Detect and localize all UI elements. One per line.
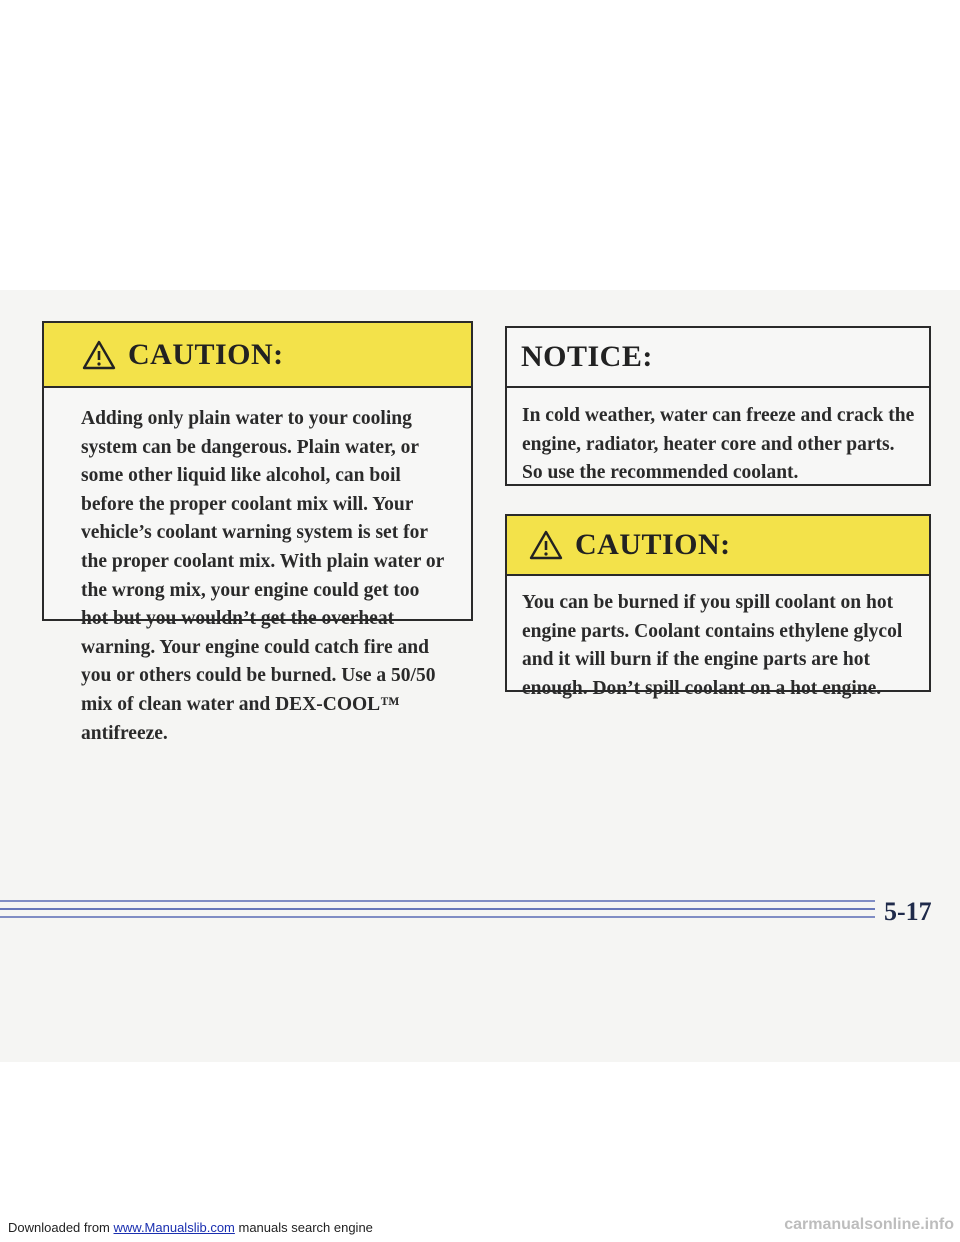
footer-suffix: manuals search engine: [234, 1220, 373, 1235]
watermark-logo: carmanualsonline.info: [784, 1216, 954, 1233]
caution-text: Adding only plain water to your cooling system can be dangerous. Plain water, or some other liquid like alcohol, can boil before the proper coolant mix will. Your vehicle’s coolant warning system is set for the proper coolant mix. With plain water or the wrong mix, your engine could get too hot but you wouldn’t get the overheat warning. Your engine could catch fire and you or others could be burned. Use a 50/50 mix of clean water and DEX-COOL™ antifreeze.: [81, 408, 444, 744]
footer-prefix: Downloaded from: [8, 1220, 114, 1235]
manualslib-link[interactable]: www.Manualslib.com: [113, 1220, 235, 1235]
caution-header: [44, 323, 471, 388]
footer-rules: [0, 895, 880, 925]
notice-text: In cold weather, water can freeze and crack the engine, radiator, heater core and other parts. So use the recommended coolant.: [522, 405, 915, 484]
caution-box-spill-coolant: [505, 514, 931, 699]
download-footer: [8, 1220, 373, 1235]
notice-title: NOTICE:: [521, 340, 653, 373]
caution-title: CAUTION:: [575, 528, 731, 561]
caution-header: [507, 516, 929, 576]
caution-box-coolant-water: [42, 321, 473, 744]
warning-triangle-icon: [82, 340, 116, 370]
caution-text: You can be burned if you spill coolant on hot engine parts. Coolant contains ethylene glycol and it will burn if the engine parts are hot enough. Don’t spill coolant on a hot engine.: [522, 592, 903, 699]
page-number: 5-17: [884, 897, 932, 926]
notice-header: [507, 328, 929, 388]
caution-title: CAUTION:: [128, 337, 284, 371]
warning-triangle-icon: [529, 530, 563, 560]
notice-box-cold-weather: [505, 326, 931, 486]
